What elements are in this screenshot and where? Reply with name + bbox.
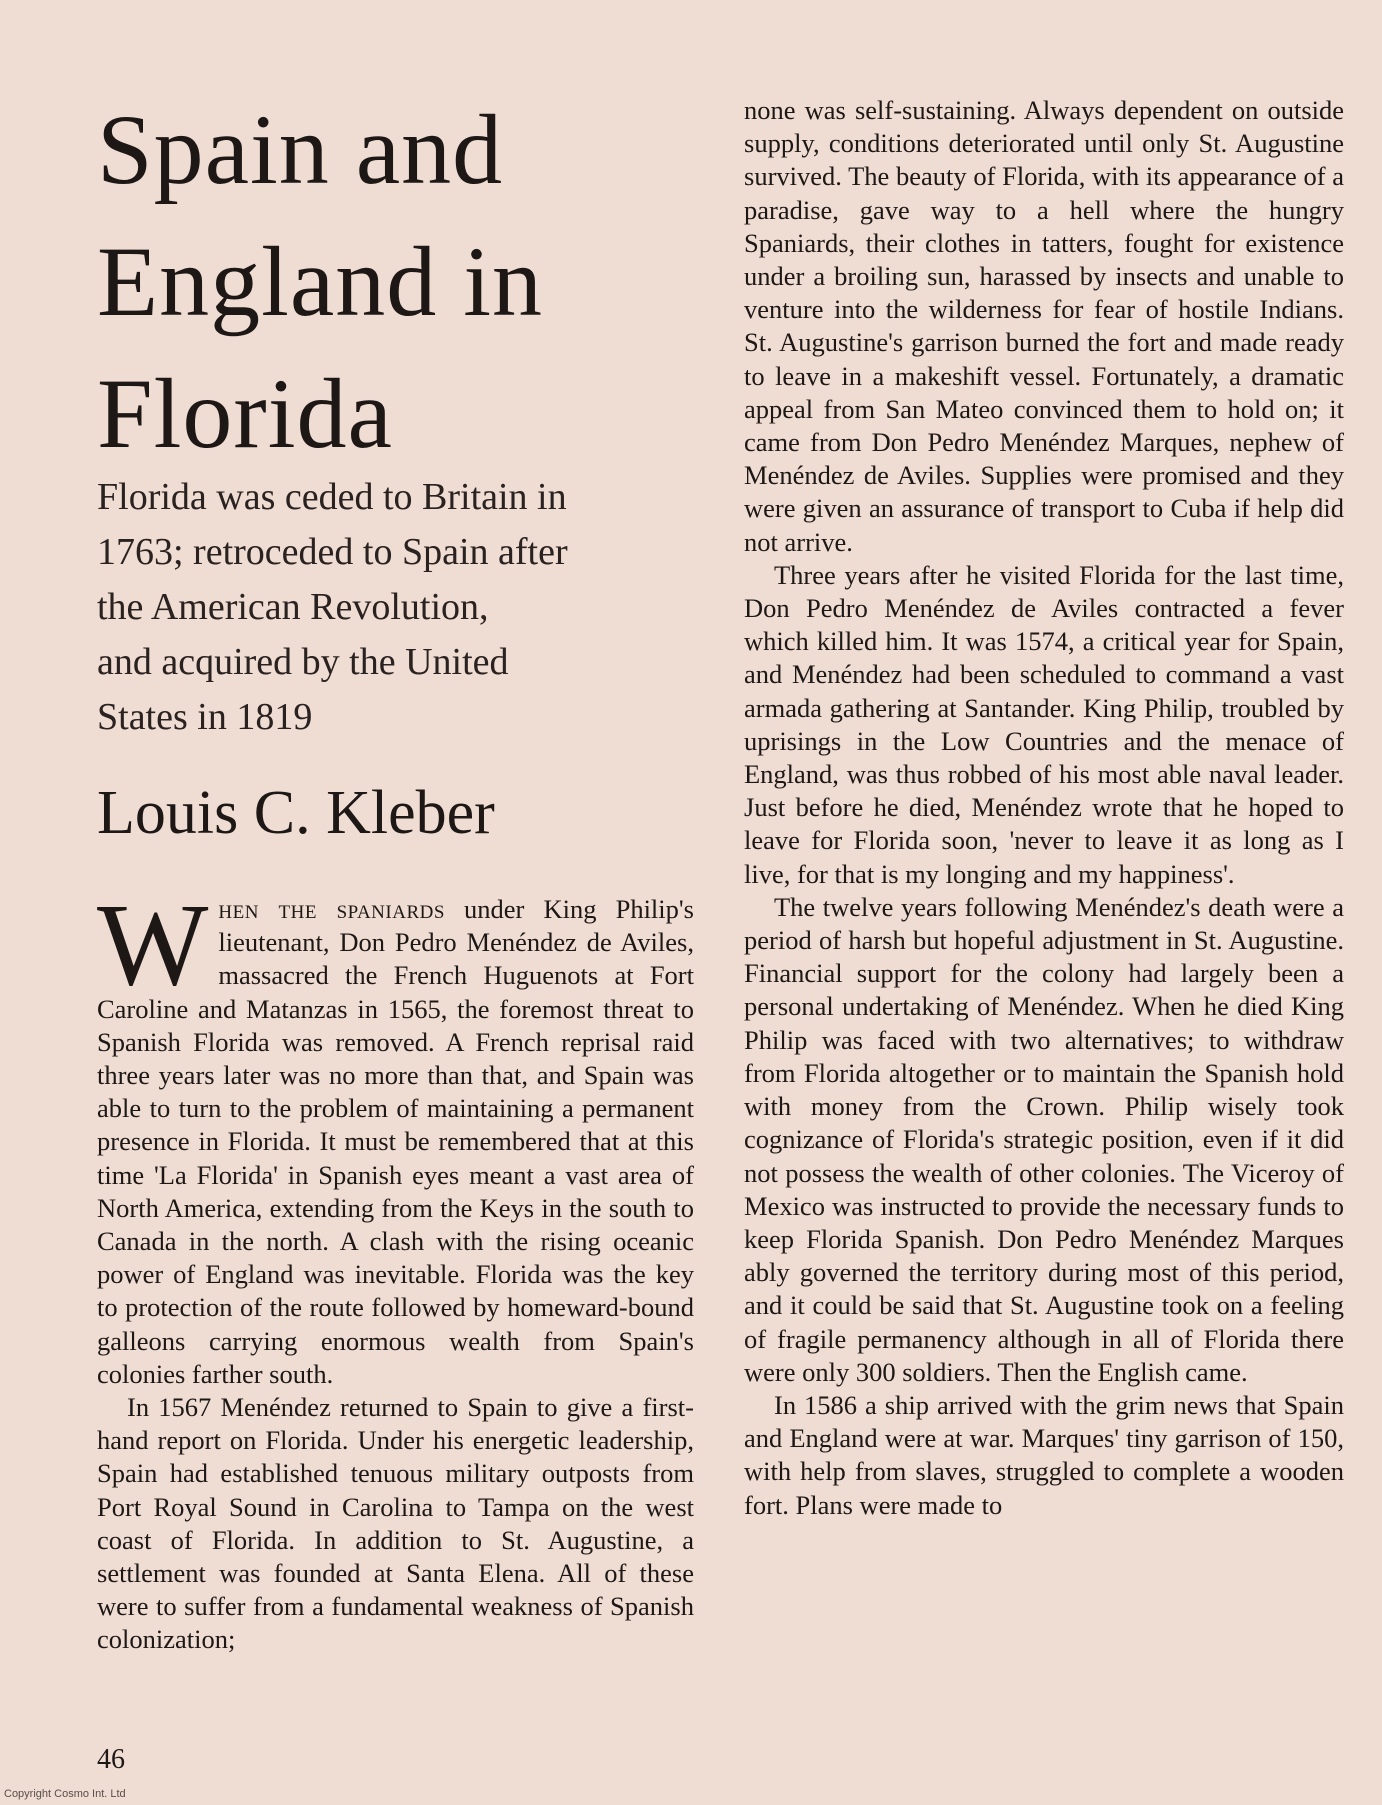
body-paragraph: Three years after he visited Florida for the last time, Don Pedro Menéndez de Aviles contracted a fever which killed him. It was 1574, a critical year for Spain, and Menéndez had been scheduled to command a vast armada gathering at Santander. King Philip, troubled by uprisings in the Low Countries and the menace of England, was thus robbed of his most able naval leader. Just before he died, Menéndez wrote that he hoped to leave for Florida soon, 'never to leave it as long as I live, for that is my longing and my happiness'. [744, 559, 1344, 889]
text-column-left [97, 879, 694, 1657]
standfirst-line: Florida was ceded to Britain in [97, 476, 567, 518]
author-byline: Louis C. Kleber [97, 779, 495, 847]
drop-cap: W [97, 879, 209, 1010]
body-paragraph [97, 879, 694, 1391]
lead-in-smallcaps: hen the spaniards [218, 894, 445, 924]
standfirst-line: States in 1819 [97, 696, 313, 738]
page-number: 46 [97, 1744, 125, 1775]
body-paragraph: none was self-sustaining. Always dependent on outside supply, conditions deteriorated until only St. Augustine survived. The beauty of Florida, with its appearance of a paradise, gave way to a hell where the hungry Spaniards, their clothes in tatters, fought for existence under a broiling sun, harassed by insects and unable to venture into the wilderness for fear of hostile Indians. St. Augustine's garrison burned the fort and made ready to leave in a makeshift vessel. Fortunately, a dramatic appeal from San Mateo convinced them to hold on; it came from Don Pedro Menéndez Marques, nephew of Menéndez de Aviles. Supplies were promised and they were given an assurance of transport to Cuba if help did not arrive. [744, 95, 1344, 557]
article-title [97, 84, 657, 480]
article-standfirst [97, 470, 697, 745]
title-line: England in [97, 226, 544, 337]
text-column-right [744, 94, 1344, 1522]
copyright-notice: Copyright Cosmo Int. Ltd [4, 1788, 126, 1800]
body-paragraph: The twelve years following Menéndez's death were a period of harsh but hopeful adjustment in St. Augustine. Financial support for the colony had largely been a personal undertaking of Menéndez. When he died King Philip was faced with two alternatives; to withdraw from Florida altogether or to maintain the Spanish hold with money from the Crown. Philip wisely took cognizance of Florida's strategic position, even if it did not possess the wealth of other colonies. The Viceroy of Mexico was instructed to provide the necessary funds to keep Florida Spanish. Don Pedro Menéndez Marques ably governed the territory during most of this period, and it could be said that St. Augustine took on a feeling of fragile permanency although in all of Florida there were only 300 soldiers. Then the English came. [744, 891, 1344, 1387]
standfirst-line: 1763; retroceded to Spain after [97, 531, 568, 573]
standfirst-line: the American Revolution, [97, 586, 489, 628]
paragraph-text: under King Philip's lieutenant, Don Pedro Menéndez de Aviles, massacred the French Huguenots at Fort Caroline and Matanzas in 1565, the foremost threat to Spanish Florida was removed. A French reprisal raid three years later was no more than that, and Spain was able to turn to the problem of maintaining a permanent presence in Florida. It must be remembered that at this time 'La Florida' in Spanish eyes meant a vast area of North America, extending from the Keys in the south to Canada in the north. A clash with the rising oceanic power of England was inevitable. Florida was the key to protection of the route followed by homeward-bound galleons carrying enormous wealth from Spain's colonies farther south. [97, 894, 694, 1389]
standfirst-line: and acquired by the United [97, 641, 509, 683]
body-paragraph: In 1586 a ship arrived with the grim news that Spain and England were at war. Marques' tiny garrison of 150, with help from slaves, struggled to complete a wooden fort. Plans were made to [744, 1389, 1344, 1520]
body-paragraph: In 1567 Menéndez returned to Spain to give a first-hand report on Florida. Under his energetic leadership, Spain had established tenuous military outposts from Port Royal Sound in Carolina to Tampa on the west coast of Florida. In addition to St. Augustine, a settlement was founded at Santa Elena. All of these were to suffer from a fundamental weakness of Spanish colonization; [97, 1392, 694, 1655]
title-line: Spain and [97, 94, 504, 205]
title-line: Florida [97, 358, 393, 469]
